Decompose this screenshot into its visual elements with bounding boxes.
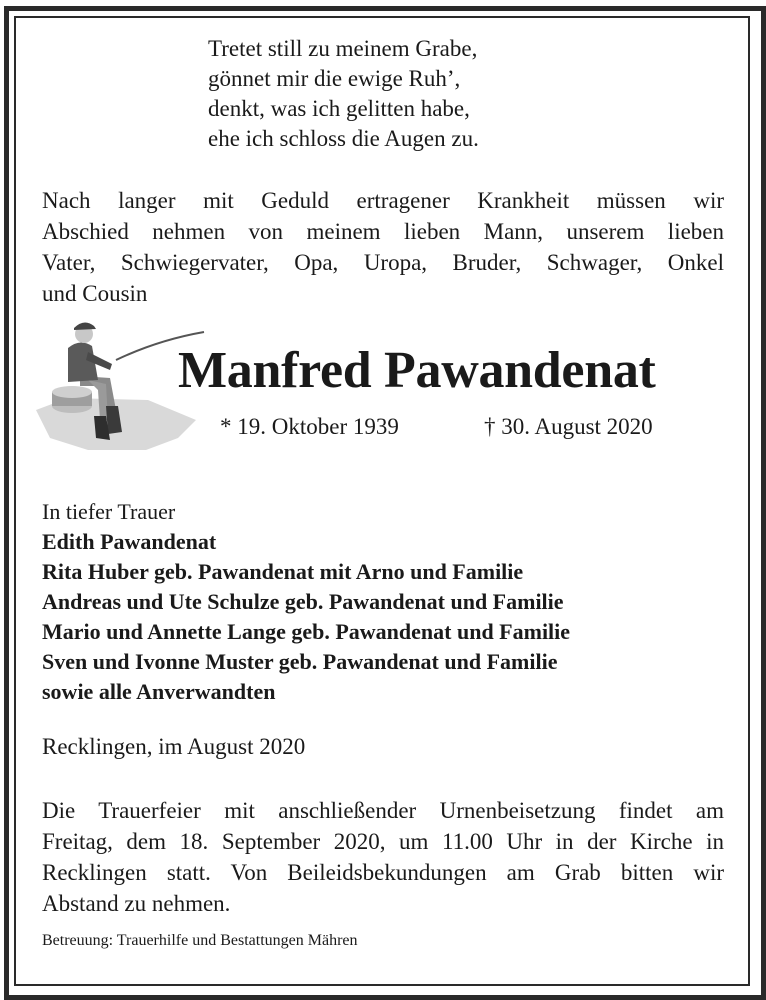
poem (208, 34, 479, 154)
mourner-line: sowie alle Anverwandten (42, 679, 276, 704)
intro-line: und Cousin (42, 281, 148, 306)
mourner-line: Andreas und Ute Schulze geb. Pawandenat und Familie (42, 589, 564, 614)
death-date: † 30. August 2020 (484, 414, 653, 439)
mourner-line: Rita Huber geb. Pawandenat mit Arno und Familie (42, 559, 524, 584)
intro-line: Vater, Schwiegervater, Opa, Uropa, Bruder, Schwager, Onkel (42, 250, 724, 275)
undertaker-credit: Betreuung: Trauerhilfe und Bestattungen Mähren (42, 932, 358, 949)
intro-line: Nach langer mit Geduld ertragener Krankheit müssen wir (42, 188, 724, 213)
intro-line: Abschied nehmen von meinem lieben Mann, unserem lieben (42, 219, 724, 244)
deceased-name: Manfred Pawandenat (178, 342, 656, 399)
intro-text (42, 185, 724, 309)
service-line: Abstand zu nehmen. (42, 891, 231, 916)
service-line: Die Trauerfeier mit anschließender Urnenbeisetzung findet am (42, 798, 724, 823)
poem-line: Tretet still zu meinem Grabe, (208, 36, 478, 61)
mourner-line: Sven und Ivonne Muster geb. Pawandenat und Familie (42, 649, 558, 674)
mourner-line: Edith Pawandenat (42, 529, 217, 554)
service-line: Freitag, dem 18. September 2020, um 11.00 Uhr in der Kirche in (42, 829, 724, 854)
birth-date: * 19. Oktober 1939 (220, 414, 399, 439)
poem-line: gönnet mir die ewige Ruh’, (208, 66, 461, 91)
poem-line: denkt, was ich gelitten habe, (208, 96, 470, 121)
mourners-block (42, 497, 570, 707)
mourners-heading: In tiefer Trauer (42, 499, 176, 524)
mourner-line: Mario und Annette Lange geb. Pawandenat und Familie (42, 619, 571, 644)
service-line: Recklingen statt. Von Beileidsbekundungen am Grab bitten wir (42, 860, 724, 885)
poem-line: ehe ich schloss die Augen zu. (208, 126, 479, 151)
service-text (42, 795, 724, 919)
place-date: Recklingen, im August 2020 (42, 734, 306, 759)
